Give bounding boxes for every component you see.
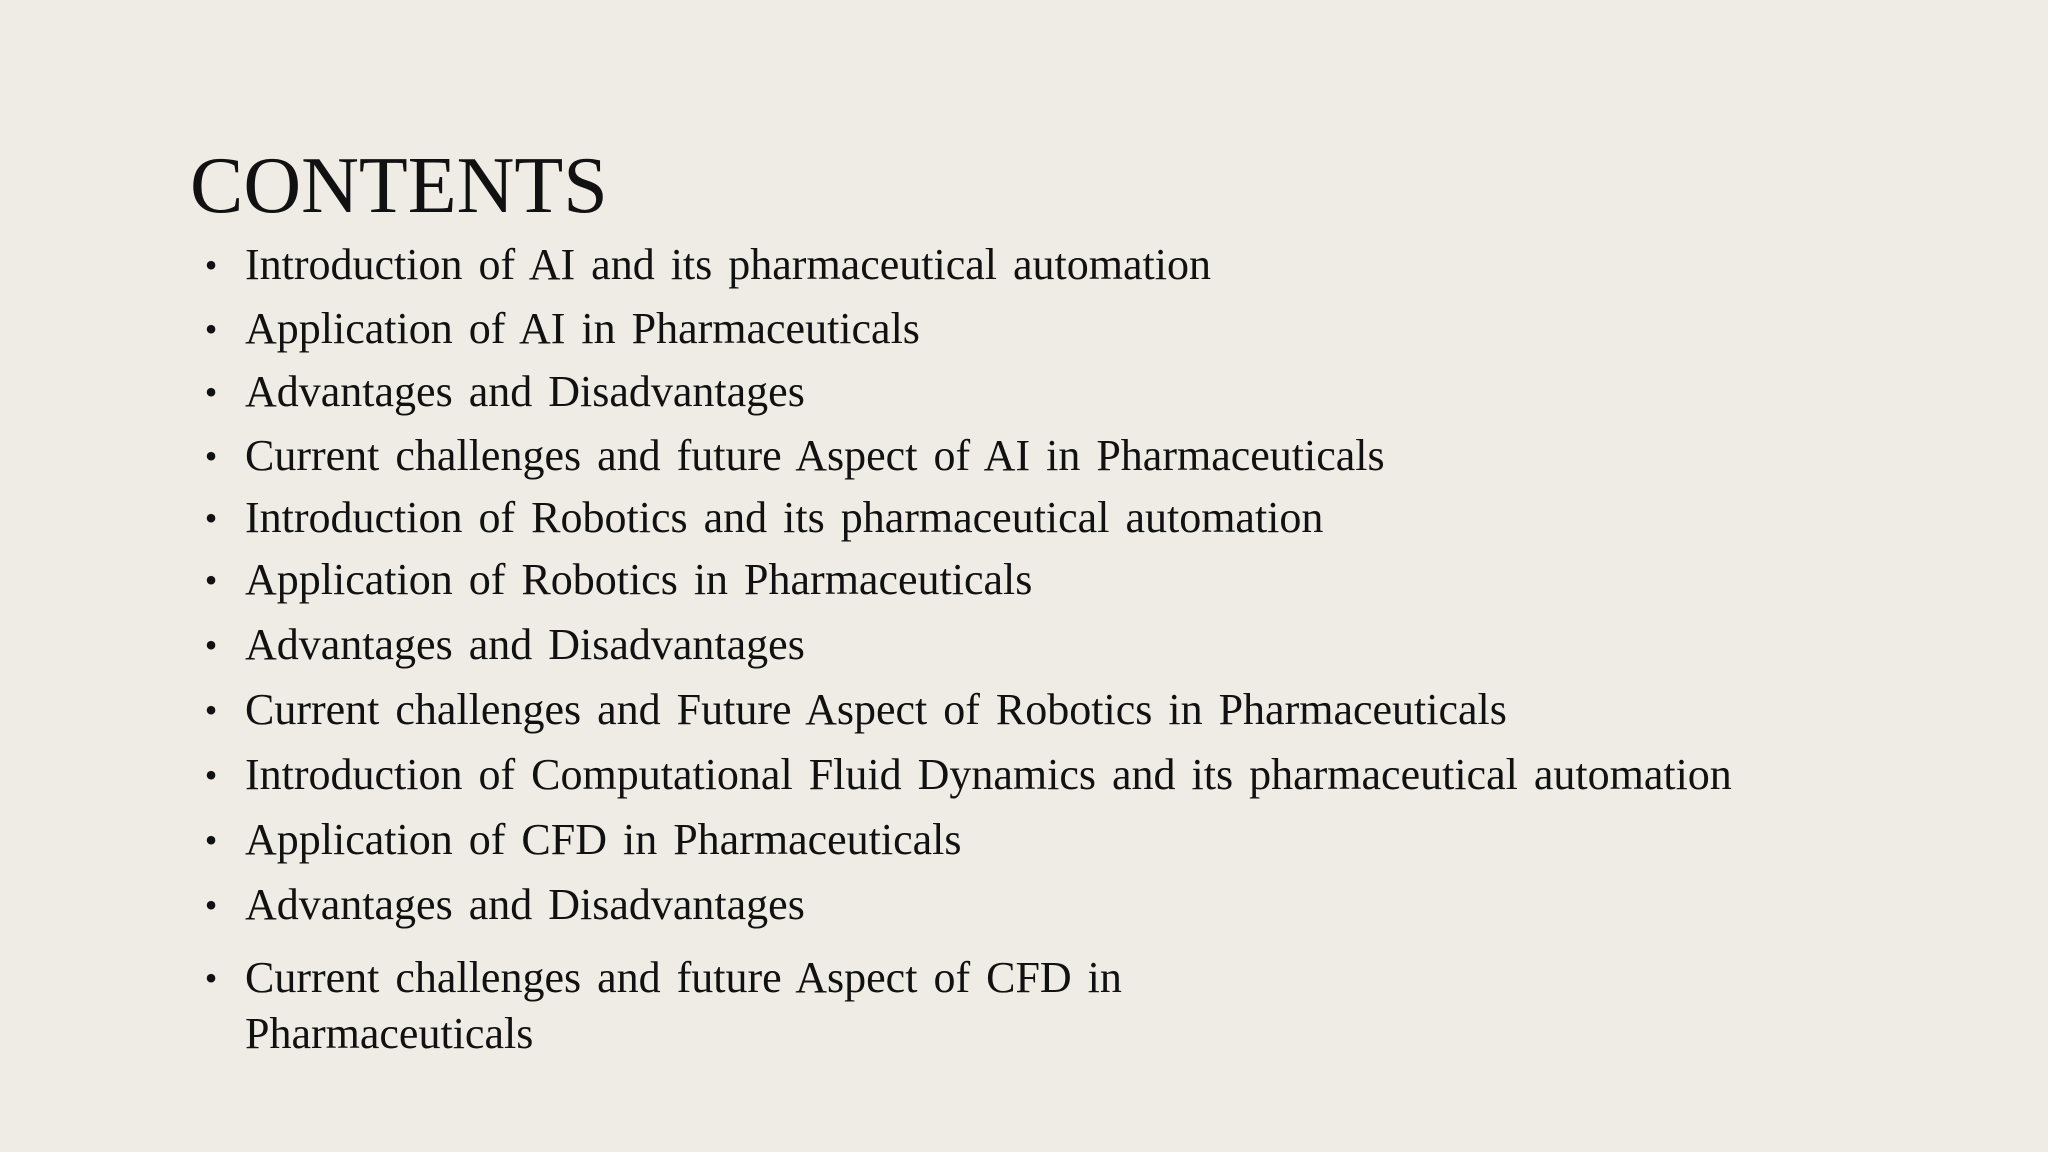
bullet-icon: •: [204, 820, 218, 860]
list-item: [204, 428, 1945, 484]
bullet-icon: •: [204, 245, 218, 285]
list-item: [204, 682, 1945, 738]
list-item-text: Advantages and Disadvantages: [245, 620, 805, 669]
list-item: [204, 950, 1205, 1062]
list-item-text: Advantages and Disadvantages: [245, 880, 805, 929]
list-item: [204, 617, 1945, 673]
bullet-icon: •: [204, 885, 218, 925]
list-item-text: Current challenges and future Aspect of CFD in Pharmaceuticals: [245, 953, 1122, 1058]
slide-title: CONTENTS: [190, 142, 608, 230]
list-item-text: Introduction of AI and its pharmaceutical automation: [245, 240, 1211, 289]
list-item: [204, 812, 1945, 868]
list-item-text: Introduction of Robotics and its pharmaceutical automation: [245, 493, 1324, 542]
list-item-text: Application of Robotics in Pharmaceuticals: [245, 555, 1033, 604]
bullet-icon: •: [204, 690, 218, 730]
list-item-text: Current challenges and Future Aspect of Robotics in Pharmaceuticals: [245, 685, 1507, 734]
bullet-icon: •: [204, 560, 218, 600]
list-item-text: Introduction of Computational Fluid Dynamics and its pharmaceutical automation: [245, 750, 1732, 799]
list-item-text: Current challenges and future Aspect of AI in Pharmaceuticals: [245, 431, 1385, 480]
bullet-icon: •: [204, 436, 218, 476]
bullet-icon: •: [204, 755, 218, 795]
bullet-icon: •: [204, 625, 218, 665]
bullet-icon: •: [204, 372, 218, 412]
list-item-text: Application of CFD in Pharmaceuticals: [245, 815, 962, 864]
list-item-text: Application of AI in Pharmaceuticals: [245, 304, 920, 353]
bullet-icon: •: [204, 498, 218, 538]
list-item: [204, 877, 1945, 933]
list-item: [204, 490, 1945, 546]
list-item: [204, 237, 1945, 293]
list-item: [204, 364, 1945, 420]
bullet-icon: •: [204, 309, 218, 349]
list-item-text: Advantages and Disadvantages: [245, 367, 805, 416]
bullet-icon: •: [204, 958, 218, 998]
list-item: [204, 301, 1945, 357]
list-item: [204, 747, 1945, 803]
list-item: [204, 552, 1945, 608]
